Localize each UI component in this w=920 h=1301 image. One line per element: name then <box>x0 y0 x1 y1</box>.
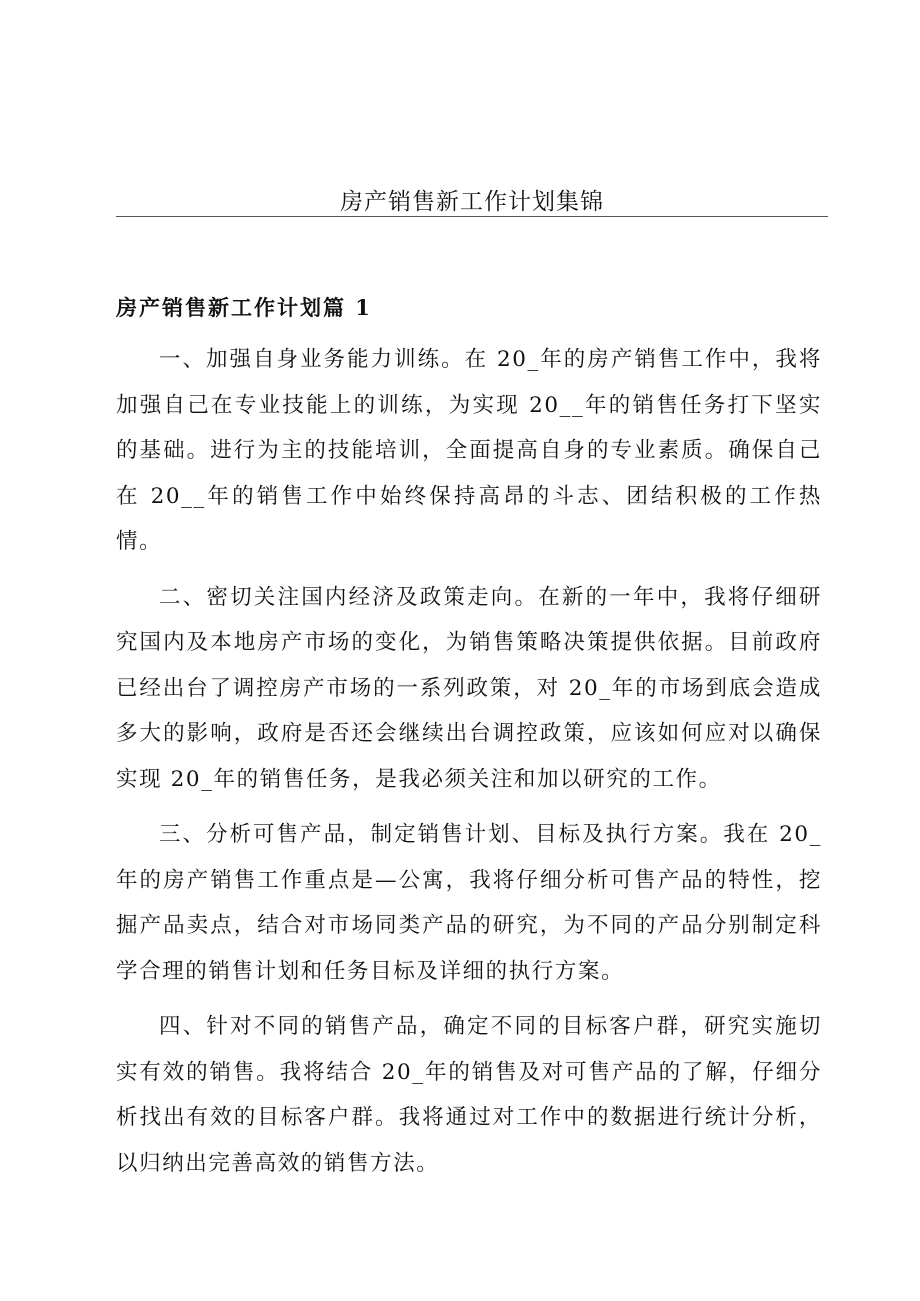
document-title: 房产销售新工作计划集锦 <box>340 189 604 215</box>
paragraph-4: 四、针对不同的销售产品，确定不同的目标客户群，研究实施切实有效的销售。我将结合 20_年的销售及对可售产品的了解，仔细分析找出有效的目标客户群。我将通过对工作中的数据进行统计分析，以归纳出完善高效的销售方法。 <box>116 1014 822 1176</box>
document-body <box>116 337 822 1196</box>
title-underline-divider <box>116 216 828 217</box>
section-heading: 房产销售新工作计划篇 1 <box>116 295 372 320</box>
paragraph-1: 一、加强自身业务能力训练。在 20_年的房产销售工作中，我将加强自己在专业技能上的训练，为实现 20__年的销售任务打下坚实的基础。进行为主的技能培训，全面提高自身的专业素质。确保自己在 20__年的销售工作中始终保持高昂的斗志、团结积极的工作热情。 <box>116 347 822 554</box>
paragraph-3: 三、分析可售产品，制定销售计划、目标及执行方案。我在 20_年的房产销售工作重点是—公寓，我将仔细分析可售产品的特性，挖掘产品卖点，结合对市场同类产品的研究，为不同的产品分别制定科学合理的销售计划和任务目标及详细的执行方案。 <box>116 822 822 984</box>
paragraph-2: 二、密切关注国内经济及政策走向。在新的一年中，我将仔细研究国内及本地房产市场的变化，为销售策略决策提供依据。目前政府已经出台了调控房产市场的一系列政策，对 20_年的市场到底会造成多大的影响，政府是否还会继续出台调控政策，应该如何应对以确保实现 20_年的销售任务，是我必须关注和加以研究的工作。 <box>116 584 822 792</box>
